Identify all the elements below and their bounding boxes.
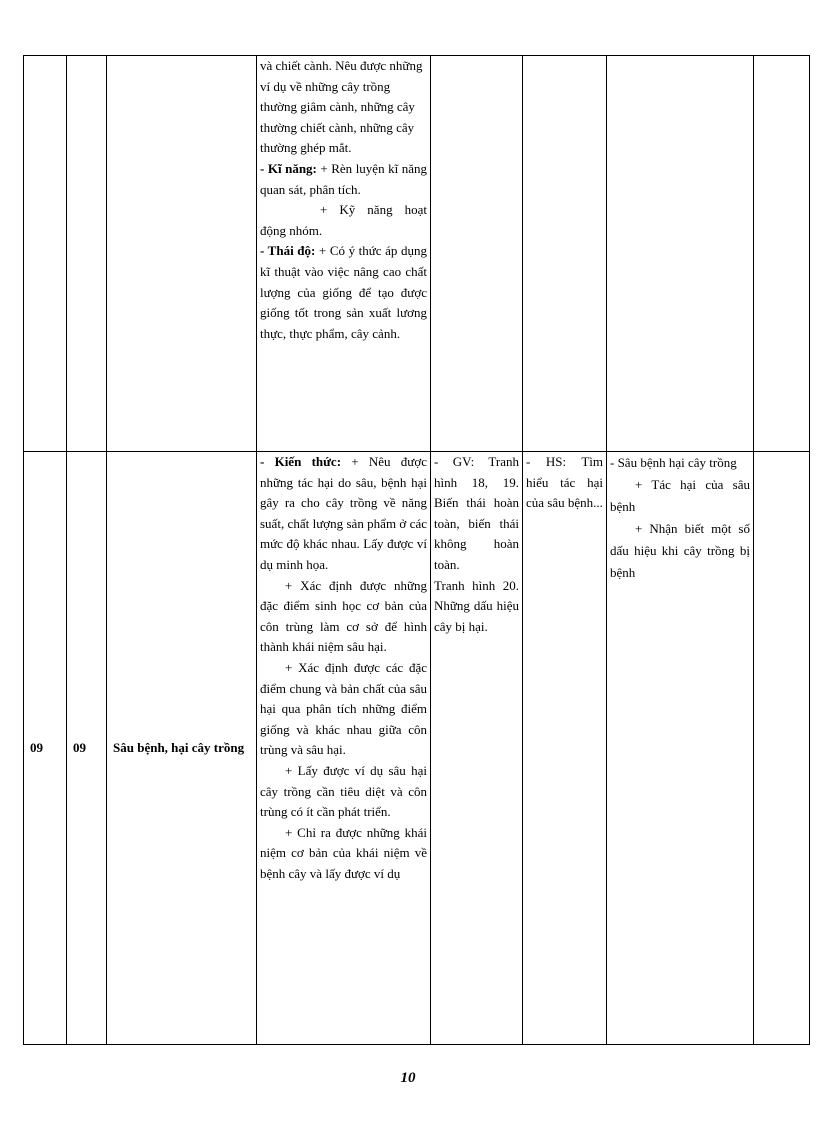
- student-prep-text: - HS: Tìm hiểu tác hại của sâu bệnh...: [526, 454, 603, 511]
- objective-line: thường ghép mắt.: [260, 140, 352, 156]
- content-cell: [607, 452, 754, 1045]
- note-cell: [754, 56, 810, 452]
- content-item: + Nhận biết một số dấu hiệu khi cây trồng bị bệnh: [610, 521, 750, 580]
- teacher-prep-cell: [431, 56, 523, 452]
- objective-line: và chiết cành. Nêu được những: [260, 58, 423, 73]
- student-prep-cell: [523, 452, 607, 1045]
- topic-cell: Sâu bệnh, hại cây trồng: [107, 452, 257, 1045]
- objective-line: ví dụ về những cây trồng: [260, 78, 391, 94]
- lesson-plan-table: [23, 55, 810, 1045]
- knowledge-text: + Nêu được những tác hại do sâu, bệnh hại gây ra cho cây trồng về năng suất, chất lượng sản phẩm ở các mức độ khác nhau. Lấy được ví dụ minh họa.: [260, 454, 427, 572]
- knowledge-label: - Kiến thức:: [260, 454, 342, 469]
- objective-line: thường giâm cành, những cây: [260, 99, 415, 115]
- objectives-cell: [257, 452, 431, 1045]
- skills-paragraph: [260, 159, 427, 200]
- note-cell: [754, 452, 810, 1045]
- objective-line: thường chiết cành, những cây: [260, 119, 415, 135]
- table-row-continued: [24, 56, 810, 452]
- teacher-prep-text: - GV: Tranh hình 18, 19. Biến thái hoàn toàn, biến thái không hoàn toàn.: [434, 454, 519, 572]
- content-title: - Sâu bệnh hại cây trồng: [610, 455, 737, 470]
- lesson-cell: [67, 56, 107, 452]
- topic-cell: [107, 56, 257, 452]
- week-cell: 09: [24, 452, 67, 1045]
- skills-text: + Rèn luyện kĩ năng quan sát, phân tích.: [260, 160, 427, 197]
- teacher-prep-cell: [431, 452, 523, 1045]
- skills-text-2: + Kỹ năng hoạt động nhóm.: [260, 202, 427, 238]
- week-cell: [24, 56, 67, 452]
- knowledge-item: + Lấy được ví dụ sâu hại cây trồng cần tiêu diệt và côn trùng có ít cần phát triển.: [260, 762, 427, 820]
- teacher-prep-text-2: Tranh hình 20. Những dấu hiệu cây bị hại.: [434, 577, 519, 634]
- page-number: 10: [400, 1070, 416, 1086]
- attitude-text: + Có ý thức áp dụng kĩ thuật vào việc nâng cao chất lượng của giống để tạo được giống tốt trong sản xuất lương thực, thực phẩm, cây cảnh.: [260, 243, 427, 341]
- knowledge-paragraph: [260, 452, 427, 576]
- attitude-paragraph: [260, 241, 427, 344]
- lesson-cell: 09: [67, 452, 107, 1045]
- table-row-09: [24, 452, 810, 1045]
- objectives-cell: [257, 56, 431, 452]
- content-cell: [607, 56, 754, 452]
- knowledge-item: + Xác định được những đặc điểm sinh học cơ bản của côn trùng làm cơ sở để hình thành khái niệm sâu hại.: [260, 577, 427, 655]
- knowledge-item: + Xác định được các đặc điểm chung và bản chất của sâu hại qua phân tích những điểm giống và khác nhau giữa côn trùng và sâu hại.: [260, 659, 427, 758]
- knowledge-item: + Chỉ ra được những khái niệm cơ bản của khái niệm về bệnh cây và lấy được ví dụ: [260, 824, 427, 881]
- student-prep-cell: [523, 56, 607, 452]
- content-item: + Tác hại của sâu bệnh: [610, 477, 750, 514]
- skills-label: - Kĩ năng:: [260, 160, 317, 176]
- attitude-label: - Thái độ:: [260, 243, 316, 259]
